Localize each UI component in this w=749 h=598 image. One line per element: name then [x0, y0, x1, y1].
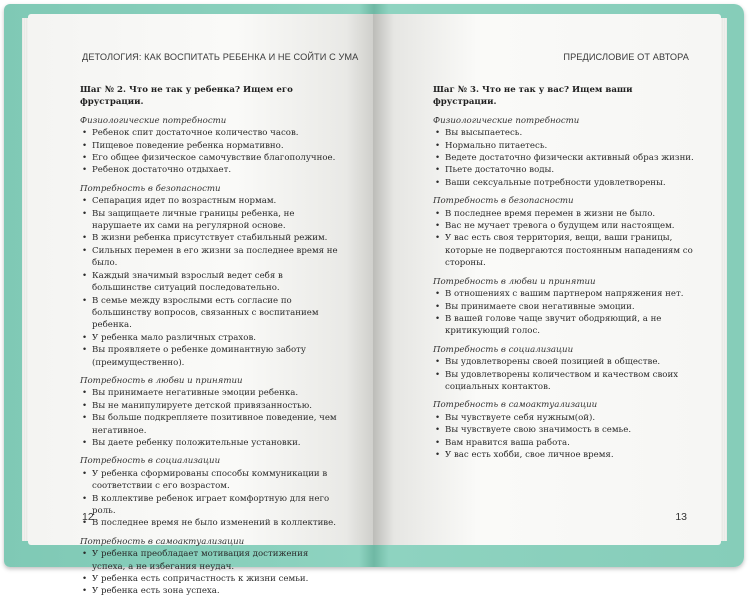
list-item: • Пьете достаточно воды. — [433, 164, 695, 176]
running-head-right: ПРЕДИСЛОВИЕ ОТ АВТОРА — [563, 52, 689, 62]
section-title: Физиологические потребности — [433, 115, 580, 126]
list-item: • Вы проявляете о ребенке доминантную заботу (преимущественно). — [80, 344, 338, 369]
list-item: • В коллективе ребенок играет комфортную для него роль. — [80, 493, 338, 518]
list-item: • Вы удовлетворены количеством и качеством своих социальных контактов. — [433, 369, 695, 394]
right-page — [373, 14, 721, 545]
page-number-right: 13 — [675, 511, 687, 523]
bullet-list — [433, 288, 695, 338]
list-item: • В отношениях с вашим партнером напряжения нет. — [433, 288, 695, 300]
list-item: • Вас не мучает тревога о будущем или настоящем. — [433, 220, 695, 232]
list-item: • У ребенка есть зона успеха. — [80, 585, 338, 597]
list-item: • Сильных перемен в его жизни за последнее время не было. — [80, 245, 338, 270]
bullet-list — [80, 195, 338, 369]
bullet-list — [433, 127, 695, 189]
list-item: • Вы удовлетворены своей позицией в обществе. — [433, 356, 695, 368]
list-item: • В семье между взрослыми есть согласие по большинству вопросов, связанных с воспитанием ребенка. — [80, 295, 338, 332]
section-title: Потребность в безопасности — [433, 196, 574, 207]
bullet-list — [433, 412, 695, 462]
list-item: • Нормально питаетесь. — [433, 140, 695, 152]
bullet-list — [433, 356, 695, 393]
section-title: Потребность в любви и принятии — [80, 375, 243, 386]
list-item: • Вы принимаете свои негативные эмоции. — [433, 301, 695, 313]
list-item: • У ребенка есть сопричастность к жизни семьи. — [80, 573, 338, 585]
section-title: Потребность в социализации — [80, 456, 221, 467]
sections-list — [80, 115, 338, 598]
list-item: • Ребенок достаточно отдыхает. — [80, 164, 338, 176]
bullet-list — [80, 387, 338, 449]
list-item: • У ребенка сформированы способы коммуникации в соответствии с его возрастом. — [80, 468, 338, 493]
left-page-content — [80, 84, 338, 598]
list-item: • В вашей голове чаще звучит ободряющий, а не критикующий голос. — [433, 313, 695, 338]
list-item: • У ребенка мало различных страхов. — [80, 332, 338, 344]
list-item: • Вы чувствуете себя нужным(ой). — [433, 412, 695, 424]
list-item: • В жизни ребенка присутствует стабильный режим. — [80, 232, 338, 244]
bullet-list — [80, 127, 338, 177]
list-item: • Вы высыпаетесь. — [433, 127, 695, 139]
section-title: Потребность в самоактуализации — [80, 536, 245, 547]
step-title: Шаг № 3. Что не так у вас? Ищем ваши фрустрации. — [433, 85, 633, 108]
sections-list — [433, 115, 695, 462]
bullet-list — [433, 208, 695, 270]
list-item: • У ребенка преобладает мотивация достижения успеха, а не избегания неудач. — [80, 548, 338, 573]
running-head-left: ДЕТОЛОГИЯ: КАК ВОСПИТАТЬ РЕБЕНКА И НЕ СОЙТИ С УМА — [82, 52, 359, 62]
section-title: Физиологические потребности — [80, 115, 227, 126]
list-item: • Ваши сексуальные потребности удовлетворены. — [433, 177, 695, 189]
list-item: • Каждый значимый взрослый ведет себя в большинстве ситуаций последовательно. — [80, 270, 338, 295]
list-item: • У вас есть своя территория, вещи, ваши границы, которые не подвергаются постоянным нападениям со стороны. — [433, 232, 695, 269]
left-page — [28, 14, 374, 597]
list-item: • Вы принимаете негативные эмоции ребенка. — [80, 387, 338, 399]
list-item: • В последнее время не было изменений в коллективе. — [80, 517, 338, 529]
section-title: Потребность в самоактуализации — [433, 400, 598, 411]
section-title: Потребность в социализации — [433, 344, 574, 355]
bullet-list — [80, 548, 338, 598]
list-item: • В последнее время перемен в жизни не было. — [433, 208, 695, 220]
right-page-content — [433, 84, 695, 461]
section-title: Потребность в безопасности — [80, 183, 221, 194]
list-item: • Вы даете ребенку положительные установки. — [80, 437, 338, 449]
list-item: • Вы чувствуете свою значимость в семье. — [433, 424, 695, 436]
list-item: • Вы защищаете личные границы ребенка, не нарушаете их сами на регулярной основе. — [80, 208, 338, 233]
list-item: • Ведете достаточно физически активный образ жизни. — [433, 152, 695, 164]
list-item: • Пищевое поведение ребенка нормативно. — [80, 140, 338, 152]
list-item: • Вы не манипулируете детской привязанностью. — [80, 400, 338, 412]
list-item: • Сепарация идет по возрастным нормам. — [80, 195, 338, 207]
list-item: • Ребенок спит достаточное количество часов. — [80, 127, 338, 139]
page-number-left: 12 — [82, 511, 94, 523]
list-item: • Вы больше подкрепляете позитивное поведение, чем негативное. — [80, 412, 338, 437]
list-item: • У вас есть хобби, свое личное время. — [433, 449, 695, 461]
list-item: • Вам нравится ваша работа. — [433, 437, 695, 449]
section-title: Потребность в любви и принятии — [433, 276, 596, 287]
bullet-list — [80, 468, 338, 530]
list-item: • Его общее физическое самочувствие благополучное. — [80, 152, 338, 164]
step-title: Шаг № 2. Что не так у ребенка? Ищем его фрустрации. — [80, 85, 293, 108]
